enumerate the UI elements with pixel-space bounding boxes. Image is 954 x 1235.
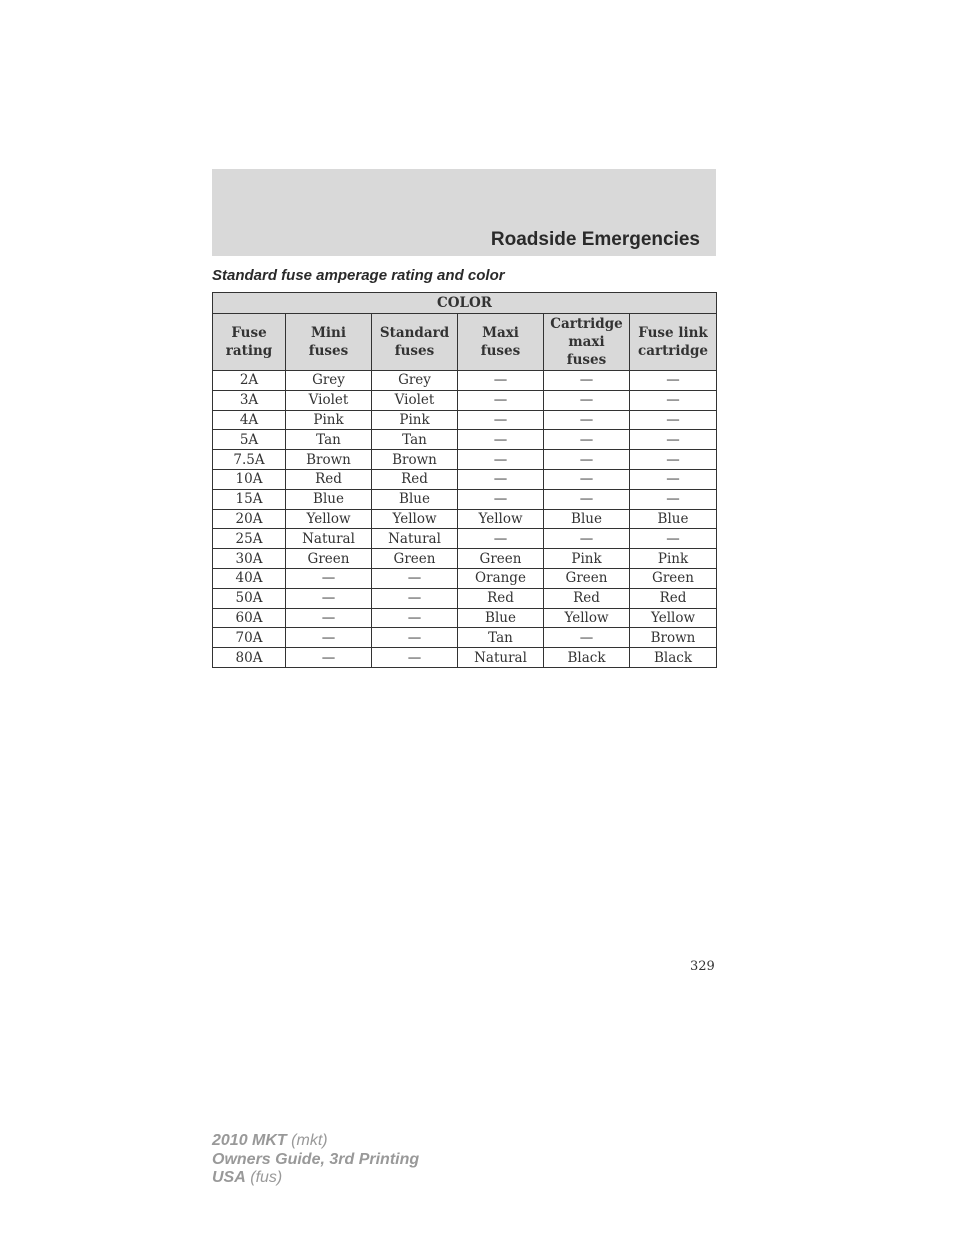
color-cell: — (630, 371, 717, 391)
color-cell: Tan (458, 628, 544, 648)
color-cell: Blue (544, 509, 630, 529)
fuse-rating-cell: 5A (213, 430, 286, 450)
color-cell: Natural (372, 529, 458, 549)
color-cell: — (286, 648, 372, 668)
table-row (213, 608, 717, 628)
table-row (213, 549, 717, 569)
color-cell: Violet (372, 390, 458, 410)
color-cell: — (372, 608, 458, 628)
footer-market: USA (212, 1169, 246, 1186)
color-cell: — (286, 588, 372, 608)
color-group-header: COLOR (213, 293, 717, 314)
color-cell: Pink (630, 549, 717, 569)
fuse-rating-cell: 4A (213, 410, 286, 430)
color-cell: — (544, 371, 630, 391)
column-header-line: maxi (568, 334, 605, 350)
color-cell: — (458, 430, 544, 450)
color-cell: — (630, 529, 717, 549)
column-header (372, 314, 458, 371)
color-cell: Brown (630, 628, 717, 648)
color-cell: Green (286, 549, 372, 569)
color-cell: — (544, 450, 630, 470)
table-row (213, 371, 717, 391)
color-cell: — (544, 628, 630, 648)
color-cell: Green (544, 568, 630, 588)
color-cell: Green (458, 549, 544, 569)
column-header-line: Cartridge (550, 316, 623, 332)
color-cell: Red (630, 588, 717, 608)
color-cell: Red (458, 588, 544, 608)
color-cell: Blue (458, 608, 544, 628)
color-cell: — (458, 450, 544, 470)
color-cell: Black (630, 648, 717, 668)
column-header-line: fuses (394, 343, 435, 359)
color-cell: — (544, 410, 630, 430)
fuse-rating-cell: 20A (213, 509, 286, 529)
fuse-rating-cell: 3A (213, 390, 286, 410)
table-body (213, 371, 717, 668)
table-row (213, 568, 717, 588)
color-cell: Tan (372, 430, 458, 450)
section-header-band (212, 169, 716, 256)
color-cell: — (458, 489, 544, 509)
color-cell: — (458, 529, 544, 549)
color-cell: Green (372, 549, 458, 569)
color-cell: — (544, 430, 630, 450)
color-cell: — (630, 450, 717, 470)
color-cell: Red (544, 588, 630, 608)
column-header-line: fuses (480, 343, 521, 359)
column-header-line: Standard (379, 325, 450, 341)
color-cell: — (286, 608, 372, 628)
footer-line-model (212, 1132, 419, 1151)
fuse-rating-cell: 7.5A (213, 450, 286, 470)
fuse-rating-cell: 80A (213, 648, 286, 668)
color-cell: Pink (544, 549, 630, 569)
fuse-rating-cell: 15A (213, 489, 286, 509)
color-cell: Orange (458, 568, 544, 588)
color-cell: Violet (286, 390, 372, 410)
fuse-rating-cell: 2A (213, 371, 286, 391)
footer-model: 2010 MKT (212, 1132, 287, 1149)
color-cell: — (372, 628, 458, 648)
column-header (213, 314, 286, 371)
page-number: 329 (690, 959, 715, 974)
footer-market-code: (fus) (250, 1169, 283, 1186)
color-cell: Yellow (286, 509, 372, 529)
footer-line-market (212, 1169, 419, 1188)
color-cell: — (544, 529, 630, 549)
column-header-row (213, 314, 717, 371)
fuse-rating-cell: 30A (213, 549, 286, 569)
color-cell: — (630, 430, 717, 450)
color-cell: Yellow (372, 509, 458, 529)
table-title: Standard fuse amperage rating and color (212, 267, 505, 284)
table-row (213, 489, 717, 509)
fuse-rating-cell: 50A (213, 588, 286, 608)
table-row (213, 628, 717, 648)
color-cell: — (458, 371, 544, 391)
color-cell: Yellow (458, 509, 544, 529)
color-cell: Natural (458, 648, 544, 668)
color-cell: Blue (630, 509, 717, 529)
color-cell: — (286, 568, 372, 588)
table-row (213, 430, 717, 450)
table-row (213, 410, 717, 430)
footer-guide-edition: Owners Guide, 3rd Printing (212, 1150, 420, 1168)
color-cell: Blue (286, 489, 372, 509)
color-cell: — (544, 390, 630, 410)
fuse-rating-cell: 10A (213, 469, 286, 489)
color-cell: Grey (372, 371, 458, 391)
column-header-line: fuses (566, 352, 607, 368)
column-header-line: Mini (310, 325, 346, 341)
color-cell: — (544, 489, 630, 509)
color-cell: Brown (372, 450, 458, 470)
color-cell: — (372, 648, 458, 668)
column-header (630, 314, 717, 371)
color-cell: Grey (286, 371, 372, 391)
table-row (213, 509, 717, 529)
column-header (544, 314, 630, 371)
column-header-line: Fuse (231, 325, 267, 341)
table-row (213, 648, 717, 668)
column-header-line: fuses (308, 343, 349, 359)
color-cell: Green (630, 568, 717, 588)
color-cell: — (544, 469, 630, 489)
section-title: Roadside Emergencies (490, 229, 700, 250)
column-header-line: rating (225, 343, 273, 359)
table-row (213, 390, 717, 410)
color-cell: Red (286, 469, 372, 489)
color-cell: — (630, 410, 717, 430)
color-cell: — (630, 390, 717, 410)
fuse-rating-cell: 70A (213, 628, 286, 648)
color-cell: Natural (286, 529, 372, 549)
color-cell: Blue (372, 489, 458, 509)
table-row (213, 450, 717, 470)
column-header-line: Maxi (482, 325, 519, 341)
color-cell: — (630, 469, 717, 489)
color-cell: Yellow (544, 608, 630, 628)
fuse-rating-cell: 25A (213, 529, 286, 549)
color-cell: Yellow (630, 608, 717, 628)
color-cell: — (630, 489, 717, 509)
color-cell: — (458, 390, 544, 410)
column-header-line: Fuse link (638, 325, 708, 341)
table-row (213, 469, 717, 489)
color-cell: — (458, 469, 544, 489)
fuse-rating-cell: 40A (213, 568, 286, 588)
color-cell: — (286, 628, 372, 648)
color-cell: Brown (286, 450, 372, 470)
fuse-color-table (212, 292, 717, 668)
column-header (458, 314, 544, 371)
footer-publication-info (212, 1132, 419, 1188)
color-cell: Pink (372, 410, 458, 430)
color-cell: Tan (286, 430, 372, 450)
footer-model-code: (mkt) (291, 1132, 328, 1149)
color-cell: Black (544, 648, 630, 668)
color-cell: Pink (286, 410, 372, 430)
column-header-line: cartridge (637, 343, 709, 359)
color-cell: — (458, 410, 544, 430)
color-cell: Red (372, 469, 458, 489)
color-cell: — (372, 588, 458, 608)
table-row (213, 529, 717, 549)
table-row (213, 588, 717, 608)
column-header (286, 314, 372, 371)
color-cell: — (372, 568, 458, 588)
fuse-rating-cell: 60A (213, 608, 286, 628)
